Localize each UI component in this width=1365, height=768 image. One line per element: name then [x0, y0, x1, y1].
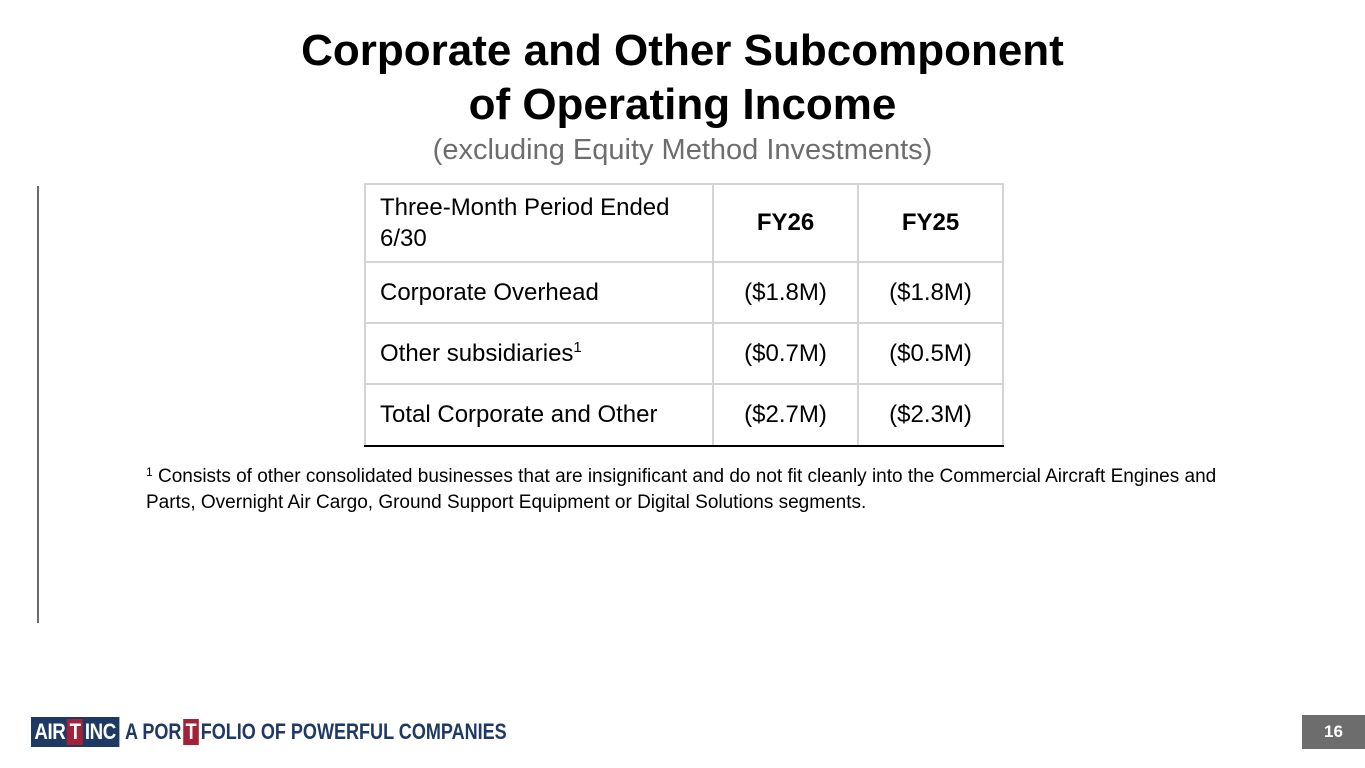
title-line-2: of Operating Income	[468, 80, 897, 129]
operating-income-table	[364, 183, 1004, 447]
row-fy25: ($0.5M)	[858, 323, 1003, 384]
brand-footer	[31, 717, 590, 747]
table-row	[365, 262, 1003, 323]
total-fy25: ($2.3M)	[858, 384, 1003, 446]
header-fy26: FY26	[713, 184, 858, 262]
company-logo: AIR T INC	[31, 717, 119, 747]
slide-subtitle: (excluding Equity Method Investments)	[432, 134, 933, 166]
brand-tagline: A POR T FOLIO OF POWERFUL COMPANIES	[124, 719, 507, 744]
left-divider	[37, 186, 39, 623]
row-fy25: ($1.8M)	[858, 262, 1003, 323]
header-period: Three-Month Period Ended 6/30	[365, 184, 713, 262]
footnote-text: Consists of other consolidated businesses that are insignificant and do not fit cleanly into the Commercial Aircraft Engines and Parts, Overnight Air Cargo, Ground Support Equipment or Digital Solutions segments.	[146, 466, 1217, 513]
total-label: Total Corporate and Other	[365, 384, 713, 446]
total-fy26: ($2.7M)	[713, 384, 858, 446]
total-row	[365, 384, 1003, 446]
table-row	[365, 323, 1003, 384]
header-fy25: FY25	[858, 184, 1003, 262]
table-header-row	[365, 184, 1003, 262]
footnote-ref: 1	[573, 339, 582, 356]
row-fy26: ($1.8M)	[713, 262, 858, 323]
title-line-1: Corporate and Other Subcomponent	[301, 26, 1064, 75]
row-label: Other subsidiaries$^1$	[365, 323, 713, 384]
footnote	[146, 459, 1246, 516]
page-number: 16	[1302, 715, 1365, 749]
row-label: Corporate Overhead	[365, 262, 713, 323]
row-fy26: ($0.7M)	[713, 323, 858, 384]
slide-title	[0, 24, 1365, 132]
footnote-marker: 1	[146, 465, 153, 479]
